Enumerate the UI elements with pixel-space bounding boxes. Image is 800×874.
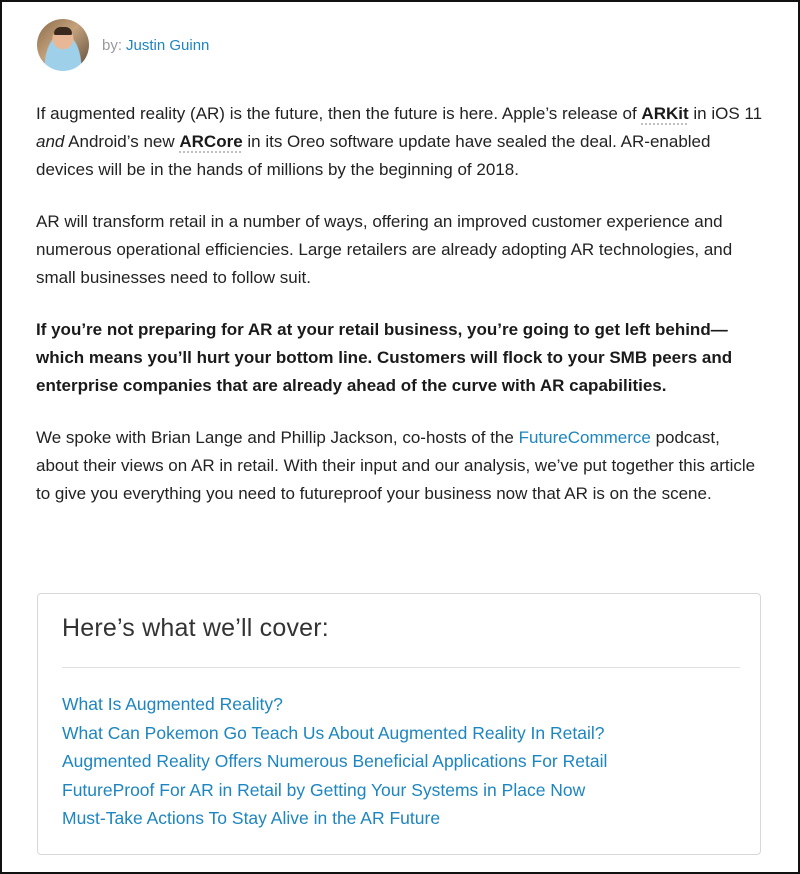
interview-paragraph — [36, 424, 766, 508]
text-span: in its Oreo software update have sealed the deal. AR-enabled devices will be in the hands of millions by the beginning of 2018. — [36, 132, 711, 179]
byline-prefix: by: — [102, 36, 123, 54]
retail-paragraph: AR will transform retail in a number of ways, offering an improved customer experience and numerous operational efficiencies. Large retailers are already adopting AR technologies, and small businesses need to follow suit. — [36, 212, 733, 287]
toc-item — [62, 690, 607, 719]
text-span: Android’s new — [64, 132, 180, 151]
toc-title: Here’s what we’ll cover: — [62, 614, 329, 642]
toc-item — [62, 719, 607, 748]
toc-link-must-take-actions[interactable]: Must-Take Actions To Stay Alive in the AR Future — [62, 808, 441, 828]
toc-list — [62, 690, 607, 833]
intro-paragraph — [36, 100, 766, 184]
text-span: We spoke with Brian Lange and Phillip Jackson, co-hosts of the — [36, 428, 519, 447]
text-span: If augmented reality (AR) is the future, then the future is here. Apple’s release of — [36, 104, 642, 123]
futurecommerce-link[interactable]: FutureCommerce — [518, 428, 651, 447]
emphasis-text: and — [36, 132, 65, 151]
toc-item — [62, 776, 607, 805]
callout-paragraph: If you’re not preparing for AR at your retail business, you’re going to get left behind—which means you’ll hurt your bottom line. Customers will flock to your SMB peers and enterprise companies that are already ahead of the curve with AR capabilities. — [36, 320, 733, 395]
text-span: podcast, about their views on AR in retail. With their input and our analysis, we’ve put together this article to give you everything you need to futureproof your business now that AR is on the scene. — [36, 428, 756, 503]
article-body — [36, 100, 766, 532]
author-avatar[interactable] — [37, 19, 89, 71]
arcore-link[interactable]: ARCore — [179, 132, 243, 151]
author-link[interactable]: Justin Guinn — [126, 36, 210, 54]
toc-link-what-is-ar[interactable]: What Is Augmented Reality? — [62, 694, 283, 714]
toc-link-futureproof[interactable]: FutureProof For AR in Retail by Getting Your Systems in Place Now — [62, 779, 586, 800]
arkit-link[interactable]: ARKit — [641, 104, 689, 123]
toc-divider — [62, 667, 740, 668]
table-of-contents — [37, 593, 761, 855]
toc-link-pokemon-go[interactable]: What Can Pokemon Go Teach Us About Augmented Reality In Retail? — [62, 722, 605, 743]
text-span: in iOS 11 — [688, 104, 763, 123]
toc-link-applications[interactable]: Augmented Reality Offers Numerous Beneficial Applications For Retail — [62, 751, 608, 771]
toc-item — [62, 747, 607, 776]
byline — [37, 19, 209, 71]
toc-item — [62, 804, 607, 833]
